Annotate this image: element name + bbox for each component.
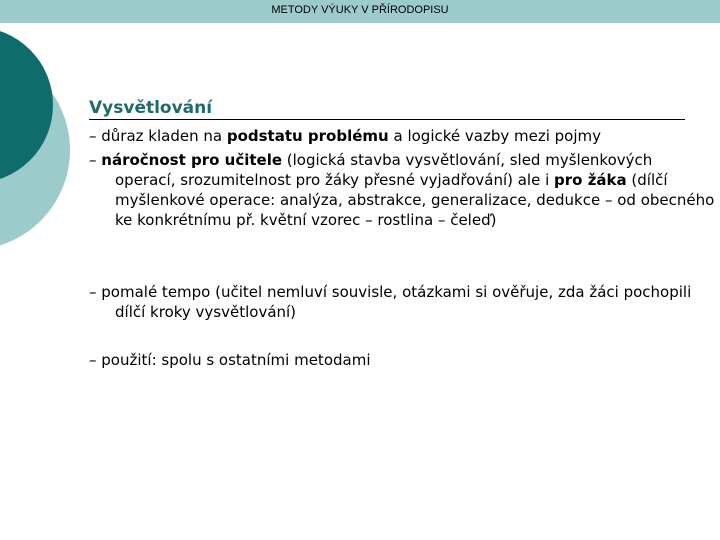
header-title: METODY VÝUKY V PŘÍRODOPISU: [271, 4, 449, 16]
bullet-bold-text: pro žáka: [554, 171, 627, 189]
bullet-emphasis-problem: [89, 126, 715, 146]
slide-title: Vysvětlování: [89, 98, 213, 118]
bullet-slow-tempo: – pomalé tempo (učitel nemluví souvisle, otázkami si ověřuje, zda žáci pochopili dílčí kroky vysvětlování): [89, 283, 692, 321]
bullet-text: a logické vazby mezi pojmy: [388, 127, 601, 145]
bullet-text: (logická stavba vysvětlování, sled myšlenkových operací, srozumitelnost pro žáky přesné vyjadřování) ale i: [115, 151, 653, 189]
bullet-bold-text: náročnost pro učitele: [101, 151, 283, 169]
title-underline: [89, 119, 685, 120]
bullet-text: – důraz kladen na: [89, 127, 227, 145]
bullet-difficulty: [89, 150, 715, 230]
bullet-bold-text: podstatu problému: [226, 127, 389, 145]
bullet-text: –: [89, 151, 102, 169]
bullet-text: (dílčí myšlenkové operace: analýza, abstrakce, generalizace, dedukce – od obecného ke konkrétnímu př. květní vzorec – rostlina – čeleď): [115, 171, 715, 229]
bullet-usage: – použití: spolu s ostatními metodami: [89, 351, 371, 369]
